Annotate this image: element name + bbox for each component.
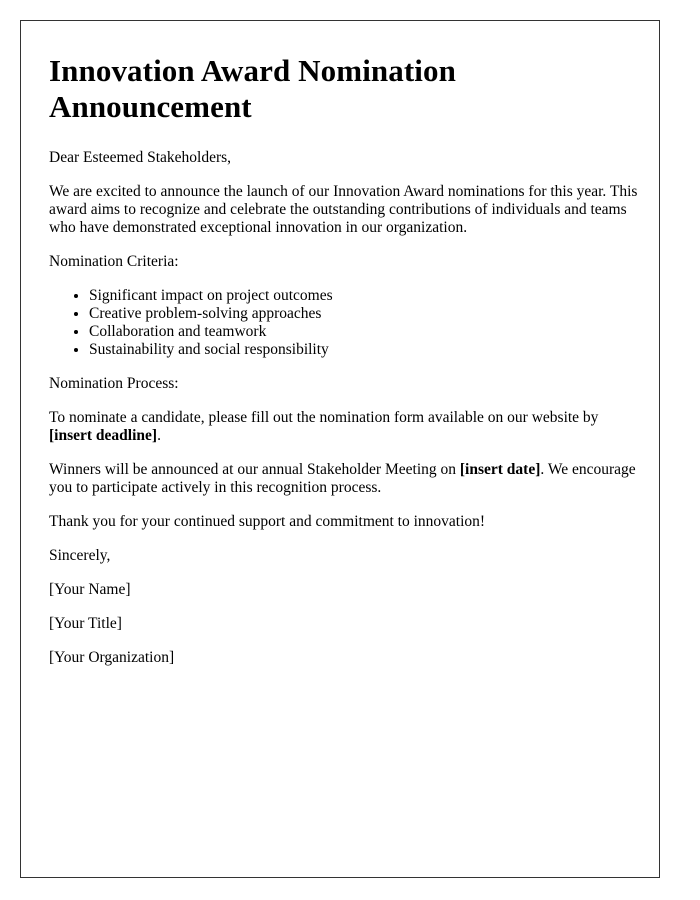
criteria-item: • Sustainability and social responsibility bbox=[89, 341, 639, 359]
letter-content bbox=[49, 49, 639, 683]
signature-title: [Your Title] bbox=[49, 615, 122, 632]
signature-name: [Your Name] bbox=[49, 581, 131, 598]
process-text-end: . bbox=[157, 427, 161, 444]
signature-organization: [Your Organization] bbox=[49, 649, 175, 666]
greeting: Dear Esteemed Stakeholders, bbox=[49, 149, 232, 166]
winners-paragraph bbox=[49, 461, 639, 497]
letter-page bbox=[20, 20, 660, 878]
process-paragraph bbox=[49, 409, 639, 445]
criteria-heading: Nomination Criteria: bbox=[49, 253, 179, 270]
criteria-item: • Significant impact on project outcomes bbox=[89, 287, 639, 305]
criteria-item: • Collaboration and teamwork bbox=[89, 323, 639, 341]
deadline-placeholder: [insert deadline] bbox=[49, 427, 158, 444]
closing: Sincerely, bbox=[49, 547, 111, 564]
criteria-list bbox=[49, 287, 639, 359]
date-placeholder: [insert date] bbox=[459, 461, 541, 478]
intro-paragraph: We are excited to announce the launch of our Innovation Award nominations for this year. This award aims to recognize and celebrate the outstanding contributions of individuals and teams who have demonstrated exceptional innovation in our organization. bbox=[49, 183, 638, 236]
winners-text: Winners will be announced at our annual Stakeholder Meeting on bbox=[49, 461, 460, 478]
criteria-item: • Creative problem-solving approaches bbox=[89, 305, 639, 323]
letter-title: Innovation Award Nomination Announcement bbox=[49, 53, 456, 124]
process-heading: Nomination Process: bbox=[49, 375, 179, 392]
winners-text-end: . We encourage you to participate actively in this recognition process. bbox=[49, 461, 636, 496]
process-text: To nominate a candidate, please fill out the nomination form available on our website by bbox=[49, 409, 599, 426]
thanks-paragraph: Thank you for your continued support and commitment to innovation! bbox=[49, 513, 486, 530]
